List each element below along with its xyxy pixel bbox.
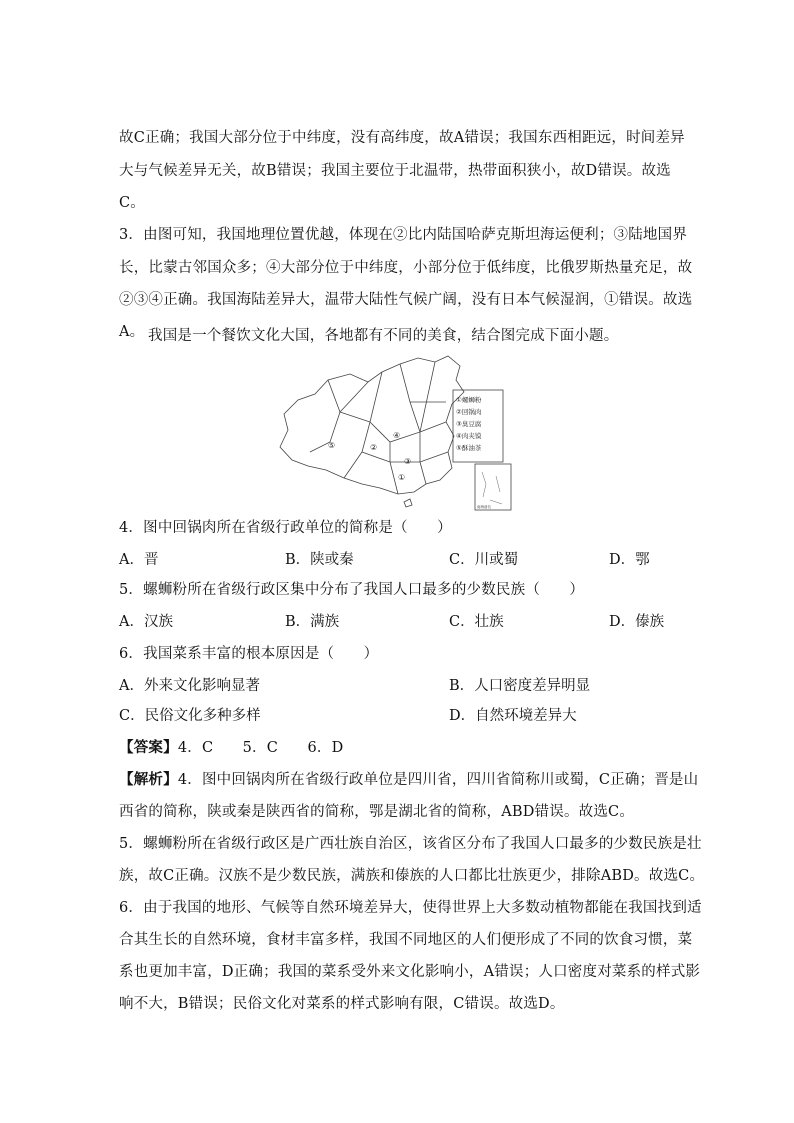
question-intro: 我国是一个餐饮文化大国，各地都有不同的美食，结合图完成下面小题。 bbox=[148, 328, 619, 344]
text-line: 大与气候差异无关，故B错误；我国主要位于北温带，热带面积狭小，故D错误。故选 bbox=[119, 163, 671, 179]
analysis-line bbox=[119, 770, 698, 790]
inset-label: 南海诸岛 bbox=[477, 505, 491, 509]
south-china-sea-inset bbox=[475, 464, 511, 510]
question-4-stem: 4．图中回锅肉所在省级行政单位的简称是（ ） bbox=[119, 520, 452, 536]
question-6-options-row1 bbox=[119, 676, 679, 696]
option-a: A．外来文化影响显著 bbox=[119, 678, 260, 694]
question-6-options-row2 bbox=[119, 706, 679, 726]
analysis-text: 4．图中回锅肉所在省级行政单位是四川省，四川省简称川或蜀，C正确；晋是山 bbox=[177, 772, 699, 788]
text-line: ②③④正确。我国海陆差异大，温带大陆性气候广阔，没有日本气候湿润，①错误。故选 bbox=[119, 292, 693, 308]
map-marker-5: ⑤ bbox=[328, 441, 336, 450]
legend-item: ④肉夹馍 bbox=[456, 432, 482, 440]
question-4-options bbox=[119, 550, 679, 570]
analysis-line: 5．螺蛳粉所在省级行政区是广西壮族自治区，该省区分布了我国人口最多的少数民族是壮 bbox=[119, 836, 702, 852]
option-d: D．自然环境差异大 bbox=[449, 708, 577, 724]
analysis-line: 合其生长的自然环境，食材丰富多样，我国不同地区的人们便形成了不同的饮食习惯，菜 bbox=[119, 932, 693, 948]
text-line: 3．由图可知，我国地理位置优越，体现在②比内陆国哈萨克斯坦海运便利；③陆地国界 bbox=[119, 227, 688, 243]
answer-text: 4．C 5．C 6．D bbox=[177, 740, 344, 756]
map-marker-3: ③ bbox=[404, 457, 412, 466]
china-outline bbox=[280, 356, 464, 494]
question-5-stem: 5．螺蛳粉所在省级行政区集中分布了我国人口最多的少数民族（ ） bbox=[119, 582, 585, 598]
legend-item: ①螺蛳粉 bbox=[456, 396, 482, 404]
text-line: C。 bbox=[119, 195, 145, 211]
option-c: C．川或蜀 bbox=[449, 552, 519, 568]
legend-item: ③臭豆腐 bbox=[456, 420, 482, 428]
option-b: B．陕或秦 bbox=[285, 552, 354, 568]
hainan-island bbox=[404, 499, 412, 507]
answer-line bbox=[119, 738, 343, 758]
map-marker-1: ① bbox=[398, 473, 406, 482]
option-a: A．汉族 bbox=[119, 614, 173, 630]
option-d: D．傣族 bbox=[609, 614, 665, 630]
question-6-stem: 6．我国菜系丰富的根本原因是（ ） bbox=[119, 646, 379, 662]
answer-label: 【答案】 bbox=[119, 739, 178, 756]
analysis-line: 系也更加丰富，D正确；我国的菜系受外来文化影响小，A错误；人口密度对菜系的样式影 bbox=[119, 964, 701, 980]
legend-item: ②回锅肉 bbox=[456, 408, 482, 416]
legend-item: ⑤酥油茶 bbox=[456, 444, 482, 452]
text-line: 故C正确；我国大部分位于中纬度，没有高纬度，故A错误；我国东西相距远，时间差异 bbox=[119, 130, 685, 146]
province-borders bbox=[310, 362, 448, 494]
analysis-line: 6．由于我国的地形、气候等自然环境差异大，使得世界上大多数动植物都能在我国找到适 bbox=[119, 900, 702, 916]
option-a: A．晋 bbox=[119, 552, 159, 568]
analysis-label: 【解析】 bbox=[119, 771, 178, 788]
analysis-line: 西省的简称，陕或秦是陕西省的简称，鄂是湖北省的简称，ABD错误。故选C。 bbox=[119, 804, 635, 820]
map-marker-2: ② bbox=[370, 443, 378, 452]
text-line: 长，比蒙古邻国众多；④大部分位于中纬度，小部分位于低纬度，比俄罗斯热量充足，故 bbox=[119, 260, 693, 276]
text-line: A。 bbox=[119, 324, 145, 340]
question-5-options bbox=[119, 612, 679, 632]
option-b: B．人口密度差异明显 bbox=[449, 678, 591, 694]
map-marker-4: ④ bbox=[393, 431, 401, 440]
analysis-line: 族，故C正确。汉族不是少数民族，满族和傣族的人口都比壮族更少，排除ABD。故选C。 bbox=[119, 868, 705, 884]
analysis-line: 响不大，B错误；民俗文化对菜系的样式影响有限，C错误。故选D。 bbox=[119, 996, 565, 1012]
option-c: C．壮族 bbox=[449, 614, 504, 630]
china-food-map bbox=[270, 352, 520, 512]
option-d: D．鄂 bbox=[609, 552, 650, 568]
option-b: B．满族 bbox=[285, 614, 340, 630]
option-c: C．民俗文化多种多样 bbox=[119, 708, 261, 724]
